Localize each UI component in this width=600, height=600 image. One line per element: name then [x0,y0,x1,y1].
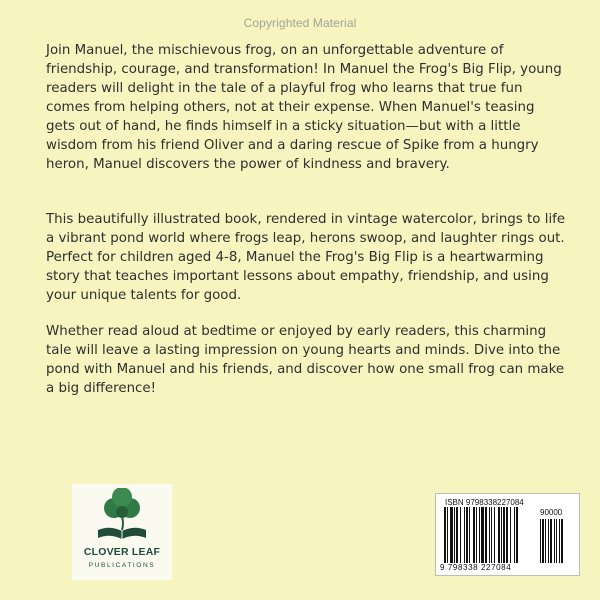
isbn-label: ISBN 9798338227084 [445,498,524,507]
barcode-bar [473,507,475,563]
barcode-addon-bar [545,519,546,563]
barcode-bar [494,507,495,563]
barcode-number: 9 798338 227084 [440,563,512,572]
price-code: 90000 [540,508,563,517]
barcode-addon-bar [542,519,544,563]
publisher-name: CLOVER LEAF [83,546,161,558]
barcode-bar [444,507,446,563]
publisher-subtitle: PUBLICATIONS [88,562,156,569]
publisher-logo [72,484,172,580]
barcode-bar [498,507,500,563]
barcode-addon-bar [561,519,563,563]
barcode-bar [479,507,480,563]
barcode-bar [476,507,477,563]
blurb-paragraph-2: This beautifully illustrated book, rendered in vintage watercolor, brings to life a vibrant pond world where frogs leap, herons swoop, and laughter rings out. Perfect for children aged 4-8, Manuel the Frog's Big Flip is a heartwarming story that teaches important lessons about empathy, friendship, and using your unique talents for good. [46,212,566,303]
barcode-addon-bar [556,519,557,563]
blurb-paragraph-3: Whether read aloud at bedtime or enjoyed by early readers, this charming tale will leave a lasting impression on young hearts and minds. Dive into the pond with Manuel and his friends, and discover how one small frog can make a big difference! [46,324,565,396]
copyright-watermark-top: Copyrighted Material [243,16,357,30]
barcode-bar [485,507,487,563]
barcode-bar [510,507,511,563]
barcode-addon-bar [554,519,555,563]
barcode-bar [464,507,465,563]
clover-book-icon [92,488,152,546]
barcode-bar [454,507,455,563]
barcode-bar [514,507,515,563]
barcode-bar [489,507,490,563]
blurb-paragraph-1: Join Manuel, the mischievous frog, on an unforgettable adventure of friendship, courage, and transformation! In Manuel the Frog's Big Flip, young readers will delight in the tale of a playful frog who learns that true fun comes from helping others, not at their expense. When Manuel's teasing gets out of hand, he finds himself in a sticky situation—but with a little wisdom from his friend Oliver and a daring rescue of Spike from a hungry heron, Manuel discovers the power of kindness and bravery. [46,43,562,172]
barcode-addon-bar [540,519,541,563]
barcode-bar [516,507,518,563]
barcode-bar [460,507,461,563]
barcode-bar [456,507,458,563]
barcode-bar [501,507,502,563]
barcode-bar [469,507,470,563]
isbn-barcode [435,493,580,576]
barcode-bar [466,507,468,563]
barcode-bar [450,507,453,563]
barcode-bar [491,507,492,563]
barcode-bars [444,507,572,563]
barcode-addon-bar [548,519,549,563]
barcode-bar [506,507,508,563]
barcode-bar [447,507,448,563]
barcode-addon-bar [550,519,552,563]
barcode-bar [481,507,484,563]
barcode-addon-bar [559,519,560,563]
barcode-bar [503,507,505,563]
